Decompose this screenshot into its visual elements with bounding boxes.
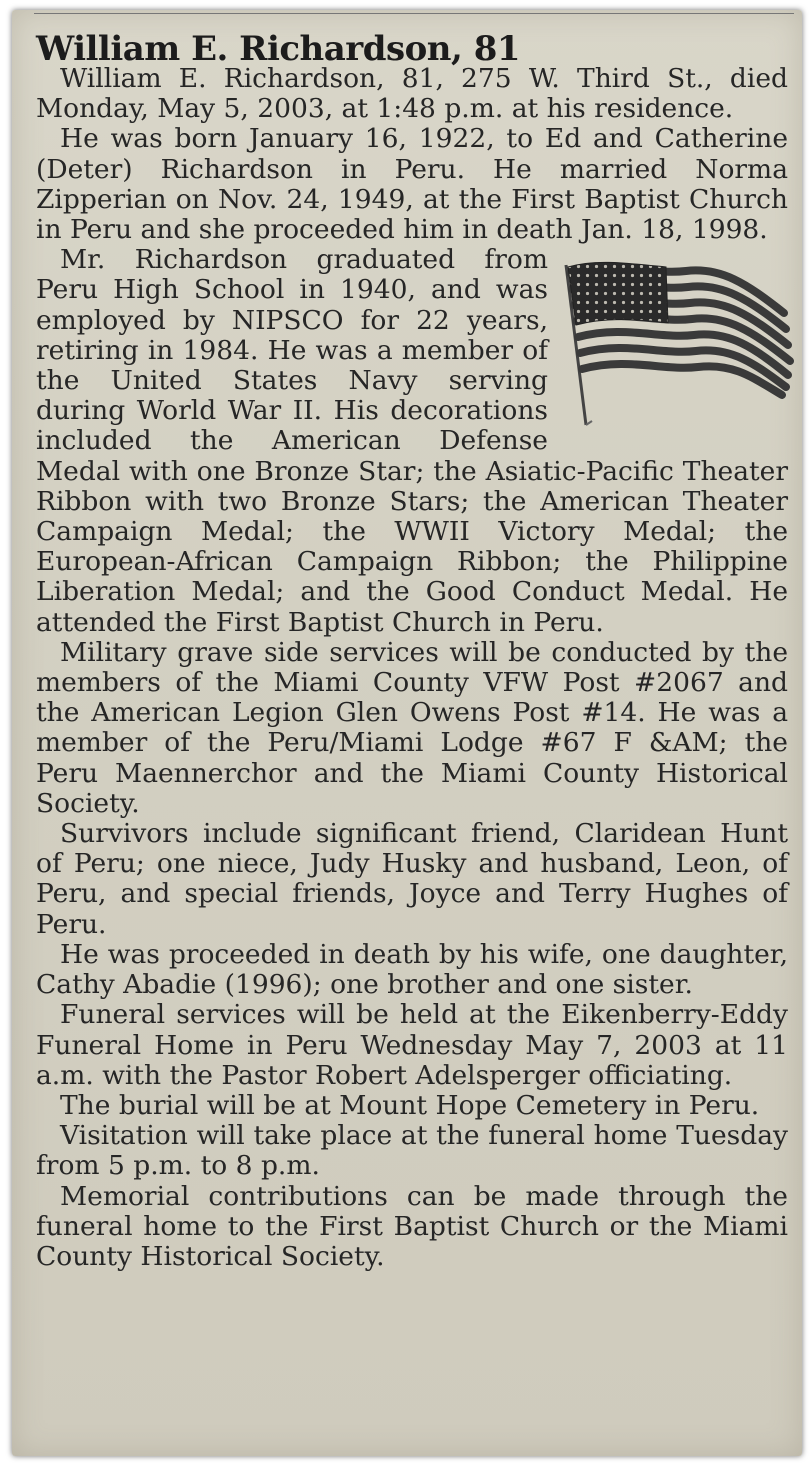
obituary-paragraph-preceded: He was proceeded in death by his wife, one daughter, Cathy Abadie (1996); one brother and one sister. xyxy=(36,938,788,1001)
clipping-edge-line xyxy=(34,13,794,14)
obituary-paragraph-services: Military grave side services will be conducted by the members of the Miami County VFW Post #2067 and the American Legion Glen Owens Post #14. He was a member of the Peru/Miami Lodge #67 F &AM; the Peru Maennerchor and the Miami County Historical Society. xyxy=(36,636,788,819)
obituary-paragraph-memorial: Memorial contributions can be made through the funeral home to the First Baptist Church or the Miami County Historical Society. xyxy=(36,1180,788,1272)
obituary-paragraph-visitation: Visitation will take place at the funeral home Tuesday from 5 p.m. to 8 p.m. xyxy=(36,1120,788,1182)
obituary-title: William E. Richardson, 81 xyxy=(36,29,521,69)
obituary-paragraph-birth: He was born January 16, 1922, to Ed and Catherine (Deter) Richardson in Peru. He married Norma Zipperian on Nov. 24, 1949, at the First Baptist Church in Peru and she proceeded him in death Jan. 18, 1998. xyxy=(36,123,788,246)
obituary-paragraph-death: William E. Richardson, 81, 275 W. Third St., died Monday, May 5, 2003, at 1:48 p.m. at his residence. xyxy=(36,63,788,125)
obituary-paragraph-survivors: Survivors include significant friend, Claridean Hunt of Peru; one niece, Judy Husky and husband, Leon, of Peru, and special friends, Joyce and Terry Hughes of Peru. xyxy=(36,818,788,940)
obituary-article xyxy=(36,30,788,1272)
newspaper-clipping xyxy=(12,10,802,1456)
obituary-paragraph-burial: The burial will be at Mount Hope Cemetery in Peru. xyxy=(60,1089,760,1121)
us-flag-icon xyxy=(556,253,794,443)
obituary-paragraph-career: Mr. Richardson graduated from Peru High School in 1940, and was employed by NIPSCO for 22 years, retiring in 1984. He was a member of the United States Navy serving during World War II. His decorations included the American Defense Medal with one Bronze Star; the Asiatic-Pacific Theater Ribbon with two Bronze Stars; the American Theater Campaign Medal; the WWII Victory Medal; the European-African Campaign Ribbon; the Philippine Liberation Medal; and the Good Conduct Medal. He attended the First Baptist Church in Peru. xyxy=(36,244,788,638)
obituary-paragraph-funeral: Funeral services will be held at the Eikenberry-Eddy Funeral Home in Peru Wednesday May 7, 2003 at 11 a.m. with the Pastor Robert Adelsperger officiating. xyxy=(36,999,788,1091)
